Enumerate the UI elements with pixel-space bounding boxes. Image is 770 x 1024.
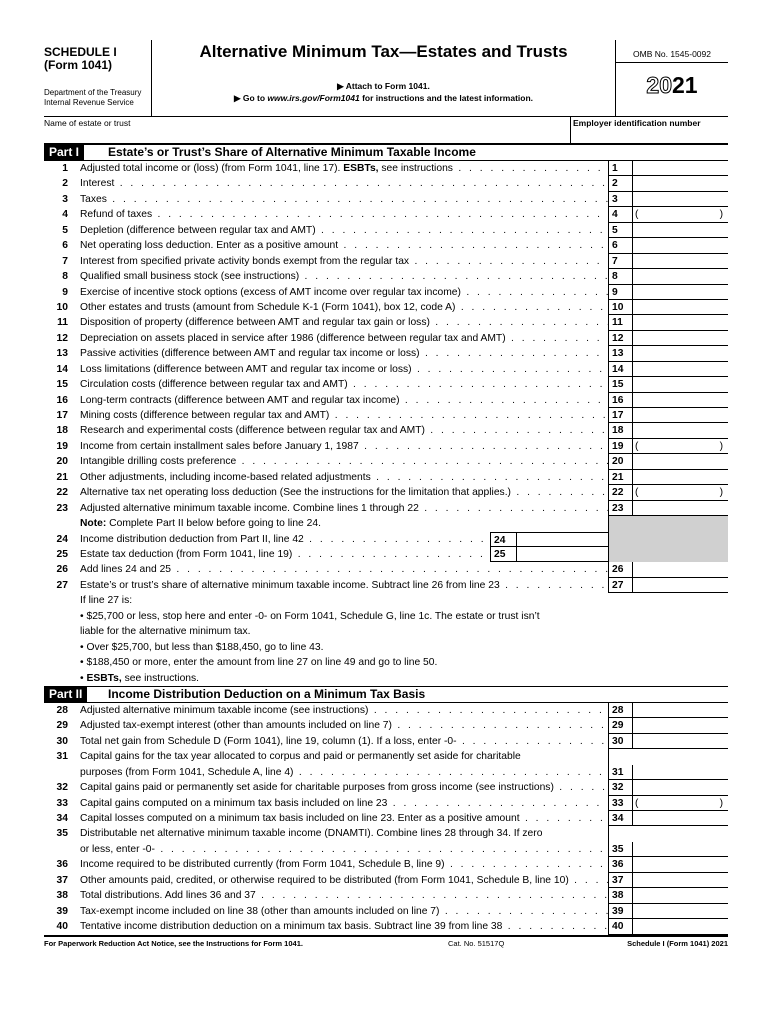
line-number: 32 [56, 782, 68, 794]
line-5 [44, 223, 728, 238]
department-name: Department of the Treasury [44, 88, 142, 97]
line-label: Capital gains paid or permanently set aside for charitable purposes from gross income (see instructions) . . . [80, 780, 608, 795]
line-label: Refund of taxes . . . [80, 207, 608, 222]
line-19-amount[interactable] [632, 439, 728, 454]
line-box-number: 21 [608, 470, 632, 485]
line-box-number: 19 [608, 439, 632, 454]
line-32-amount[interactable] [632, 780, 728, 795]
line-34-amount[interactable] [632, 811, 728, 826]
line-11-amount[interactable] [632, 315, 728, 330]
line-8-amount[interactable] [632, 269, 728, 284]
line-label: Loss limitations (difference between AMT and regular tax income or loss) . . . [80, 362, 608, 377]
line-label: Adjusted total income or (loss) (from Form 1041, line 17). ESBTs, see instructions . . . [80, 161, 608, 176]
line-3 [44, 192, 728, 207]
line-label: Capital gains computed on a minimum tax basis included on line 23 . . . [80, 796, 608, 811]
line-29 [44, 718, 728, 733]
line-37 [44, 873, 728, 888]
line-35: or less, enter -0- . . . 35 [44, 842, 728, 857]
line-10 [44, 300, 728, 315]
line-31a: 31 Capital gains for the tax year allocated to corpus and paid or permanently set aside for charitable [44, 749, 728, 764]
form-title: Alternative Minimum Tax—Estates and Trusts [199, 42, 568, 61]
line-19 [44, 439, 728, 454]
line-12 [44, 331, 728, 346]
line-13-amount[interactable] [632, 346, 728, 361]
form-footer [44, 935, 728, 951]
note-line: Note: Complete Part II below before going to line 24. [44, 516, 728, 531]
line-box-number: 28 [608, 703, 632, 718]
line-label: Mining costs (difference between regular tax and AMT) . . . [80, 408, 608, 423]
line-box-number: 40 [608, 919, 632, 934]
line-number: 40 [56, 921, 68, 933]
line-1 [44, 161, 728, 176]
part2-title: Income Distribution Deduction on a Minimum Tax Basis [108, 686, 426, 701]
line-7-amount[interactable] [632, 254, 728, 269]
line-number: 23 [56, 502, 68, 514]
line-number: 30 [56, 735, 68, 747]
part1-header [44, 145, 728, 161]
line-box-number: 16 [608, 393, 632, 408]
attach-instruction: ▶ Attach to Form 1041. [337, 81, 430, 91]
line-label: Tax-exempt income included on line 38 (other than amounts included on line 7) . . . [80, 904, 608, 919]
line-number: 29 [56, 720, 68, 732]
line-16 [44, 393, 728, 408]
line-label: Other estates and trusts (amount from Schedule K-1 (Form 1041), box 12, code A) . . . [80, 300, 608, 315]
line-28-amount[interactable] [632, 703, 728, 718]
line-25: 25 Estate tax deduction (from Form 1041, line 19) . . . 25 [44, 547, 728, 562]
line-label: Taxes . . . [80, 192, 608, 207]
line-box-number: 34 [608, 811, 632, 826]
line-5-amount[interactable] [632, 223, 728, 238]
line-38 [44, 888, 728, 903]
line-number: 5 [62, 224, 68, 236]
line-40-amount[interactable] [632, 919, 728, 934]
line-23 [44, 501, 728, 516]
line-label: Circulation costs (difference between regular tax and AMT) . . . [80, 377, 608, 392]
line-number: 15 [56, 379, 68, 391]
line-13 [44, 346, 728, 361]
line-label: Other adjustments, including income-based related adjustments . . . [80, 470, 608, 485]
line-9-amount[interactable] [632, 285, 728, 300]
form-page [44, 40, 728, 948]
line-26: 26 Add lines 24 and 25 . . . 26 [44, 562, 728, 577]
line-number: 28 [56, 704, 68, 716]
line-box-number: 14 [608, 362, 632, 377]
line-4 [44, 207, 728, 222]
line-6 [44, 238, 728, 253]
line-number: 20 [56, 456, 68, 468]
line-label: Income from certain installment sales before January 1, 1987 . . . [80, 439, 608, 454]
line-number: 2 [62, 178, 68, 190]
line-label: Qualified small business stock (see instructions) . . . [80, 269, 608, 284]
line-29-amount[interactable] [632, 718, 728, 733]
line-23-amount[interactable] [632, 501, 728, 516]
line-14-amount[interactable] [632, 362, 728, 377]
part1-tag: Part I [44, 145, 84, 160]
line-2-amount[interactable] [632, 176, 728, 191]
line-30 [44, 734, 728, 749]
goto-instruction: ▶ Go to www.irs.gov/Form1041 for instructions and the latest information. [233, 93, 534, 103]
line-17 [44, 408, 728, 423]
line-label: Research and experimental costs (difference between regular tax and AMT) . . . [80, 423, 608, 438]
line-7 [44, 254, 728, 269]
line-36 [44, 857, 728, 872]
line-20 [44, 454, 728, 469]
line-26-amount[interactable] [632, 562, 728, 577]
line-box-number: 30 [608, 734, 632, 749]
line-box-number: 39 [608, 904, 632, 919]
line-box-number: 38 [608, 888, 632, 903]
line-2 [44, 176, 728, 191]
part2-lines-c [44, 857, 728, 934]
line-box-number: 9 [608, 285, 632, 300]
catalog-number: Cat. No. 51517Q [448, 938, 505, 948]
line-label: Tentative income distribution deduction on a minimum tax basis. Subtract line 39 from line 38 . . . [80, 919, 608, 934]
line-number: 37 [56, 874, 68, 886]
omb-block [615, 40, 728, 116]
omb-number: OMB No. 1545-0092 [633, 49, 711, 59]
form-header [44, 40, 728, 117]
line-4-amount[interactable] [632, 207, 728, 222]
line-28 [44, 703, 728, 718]
line-box-number: 8 [608, 269, 632, 284]
line-15 [44, 377, 728, 392]
line-16-amount[interactable] [632, 393, 728, 408]
line-label: Alternative tax net operating loss deduction (See the instructions for the limitation that applies.) . . . [80, 485, 608, 500]
line-number: 1 [62, 163, 68, 174]
line-box-number: 5 [608, 223, 632, 238]
line-number: 11 [57, 317, 68, 329]
open-paren: ( [635, 440, 639, 452]
estate-name-field[interactable]: Name of estate or trust [44, 118, 131, 128]
line-label: Total distributions. Add lines 36 and 37 . . . [80, 888, 608, 903]
line-8 [44, 269, 728, 284]
line-18-amount[interactable] [632, 423, 728, 438]
line-box-number: 29 [608, 718, 632, 733]
line-label: Capital losses computed on a minimum tax basis included on line 23. Enter as a positive amount . . . [80, 811, 608, 826]
line-number: 36 [56, 859, 68, 871]
line-label: Interest from specified private activity bonds exempt from the regular tax . . . [80, 254, 608, 269]
line-box-number: 10 [608, 300, 632, 315]
line-box-number: 32 [608, 780, 632, 795]
line-number: 21 [56, 471, 68, 483]
line-11 [44, 315, 728, 330]
line-33 [44, 796, 728, 811]
line-32 [44, 780, 728, 795]
line-number: 10 [56, 301, 68, 313]
line-14 [44, 362, 728, 377]
line-39-amount[interactable] [632, 904, 728, 919]
line-box-number: 4 [608, 207, 632, 222]
line-1-amount[interactable] [632, 161, 728, 176]
tax-year: 2021 [646, 72, 698, 98]
line-box-number: 11 [608, 315, 632, 330]
line-number: 34 [56, 813, 68, 825]
part2-header [44, 686, 728, 703]
line-label: Other amounts paid, credited, or otherwise required to be distributed (from Form 1041, Schedule B, line 10) . . . [80, 873, 608, 888]
line-label: Adjusted tax-exempt interest (other than amounts included on line 7) . . . [80, 718, 608, 733]
part1-lines [44, 161, 728, 516]
line-label: Exercise of incentive stock options (excess of AMT income over regular tax income) . . . [80, 285, 608, 300]
name-ein-row [44, 117, 728, 145]
ein-field[interactable] [570, 117, 728, 143]
line-37-amount[interactable] [632, 873, 728, 888]
close-paren: ) [719, 209, 723, 221]
schedule-name: SCHEDULE I [44, 45, 117, 59]
line-number: 16 [56, 394, 68, 406]
line-number: 39 [56, 905, 68, 917]
line-number: 13 [56, 348, 68, 360]
line-box-number: 6 [608, 238, 632, 253]
footer-form-id: Schedule I (Form 1041) 2021 [627, 938, 728, 948]
form-id-block [44, 40, 152, 116]
line-25-amount[interactable] [516, 547, 608, 562]
line-22-amount[interactable] [632, 485, 728, 500]
line-number: 12 [56, 332, 68, 344]
line-38-amount[interactable] [632, 888, 728, 903]
open-paren: ( [635, 209, 639, 221]
line-number: 8 [62, 271, 68, 283]
line-30-amount[interactable] [632, 734, 728, 749]
agency-name: Internal Revenue Service [44, 98, 134, 107]
form-number: (Form 1041) [44, 58, 113, 72]
line-label: Depreciation on assets placed in service after 1986 (difference between regular tax and AMT) . . . [80, 331, 608, 346]
open-paren: ( [635, 487, 639, 499]
line-21 [44, 470, 728, 485]
line-label: Disposition of property (difference between AMT and regular tax gain or loss) . . . [80, 315, 608, 330]
line-box-number: 20 [608, 454, 632, 469]
line-box-number: 13 [608, 346, 632, 361]
line-number: 9 [62, 286, 68, 298]
line-number: 38 [56, 890, 68, 902]
line-12-amount[interactable] [632, 331, 728, 346]
line-box-number: 17 [608, 408, 632, 423]
line-box-number: 37 [608, 873, 632, 888]
line-31: purposes (from Form 1041, Schedule A, line 4) . . . 31 [44, 765, 728, 780]
irs-link[interactable]: www.irs.gov/Form1041 [267, 93, 360, 103]
line-label: Interest . . . [80, 176, 608, 191]
line-31-amount[interactable] [632, 765, 728, 780]
line-20-amount[interactable] [632, 454, 728, 469]
line-number: 14 [56, 363, 68, 375]
line-label: Total net gain from Schedule D (Form 1041), line 19, column (1). If a loss, enter -0- . . . [80, 734, 608, 749]
line-18 [44, 423, 728, 438]
line-number: 22 [56, 487, 68, 499]
line-24: 24 Income distribution deduction from Part II, line 42 . . . 24 [44, 532, 728, 547]
line-22 [44, 485, 728, 500]
line-number: 18 [56, 425, 68, 437]
line-34 [44, 811, 728, 826]
close-paren: ) [719, 440, 723, 452]
line-10-amount[interactable] [632, 300, 728, 315]
line-24-amount[interactable] [516, 532, 608, 547]
paperwork-notice: For Paperwork Reduction Act Notice, see the Instructions for Form 1041. [44, 938, 303, 948]
line-number: 7 [62, 255, 68, 267]
line-box-number: 23 [608, 501, 632, 516]
line-number: 6 [62, 240, 68, 252]
line-label: Adjusted alternative minimum taxable income. Combine lines 1 through 22 . . . [80, 501, 608, 516]
line-number: 17 [56, 410, 68, 421]
line-label: Depletion (difference between regular tax and AMT) . . . [80, 223, 608, 238]
line-36-amount[interactable] [632, 857, 728, 872]
line-label: Net operating loss deduction. Enter as a positive amount . . . [80, 238, 608, 253]
line-label: Long-term contracts (difference between AMT and regular tax income) . . . [80, 393, 608, 408]
line-number: 3 [62, 193, 68, 205]
part2-tag: Part II [44, 687, 87, 702]
line-number: 19 [56, 440, 68, 452]
part2-lines-b [44, 780, 728, 826]
line-15-amount[interactable] [632, 377, 728, 392]
line-39 [44, 904, 728, 919]
line-27: 27 Estate’s or trust’s share of alternative minimum taxable income. Subtract line 26 from line 23 . . . 27 [44, 578, 728, 593]
line-box-number: 2 [608, 176, 632, 191]
line-label: Intangible drilling costs preference . . . [80, 454, 608, 469]
line-label: Adjusted alternative minimum taxable income (see instructions) . . . [80, 703, 608, 718]
close-paren: ) [719, 487, 723, 499]
line-label: Income required to be distributed currently (from Form 1041, Schedule B, line 9) . . . [80, 857, 608, 872]
line-box-number: 7 [608, 254, 632, 269]
line-17-amount[interactable] [632, 408, 728, 423]
line-box-number: 22 [608, 485, 632, 500]
line-box-number: 18 [608, 423, 632, 438]
line-box-number: 12 [608, 331, 632, 346]
line-3-amount[interactable] [632, 192, 728, 207]
line-27-amount[interactable] [632, 578, 728, 593]
part1-title: Estate’s or Trust’s Share of Alternative Minimum Taxable Income [108, 145, 476, 159]
ein-label: Employer identification number [573, 118, 701, 128]
open-paren: ( [635, 797, 639, 809]
line-label: Passive activities (difference between AMT and regular tax income or loss) . . . [80, 346, 608, 361]
line-6-amount[interactable] [632, 238, 728, 253]
line-33-amount[interactable] [632, 796, 728, 811]
line-40 [44, 919, 728, 934]
line-box-number: 1 [608, 161, 632, 176]
line-box-number: 36 [608, 857, 632, 872]
line-9 [44, 285, 728, 300]
line-21-amount[interactable] [632, 470, 728, 485]
close-paren: ) [719, 797, 723, 809]
line-box-number: 33 [608, 796, 632, 811]
line-number: 4 [62, 209, 68, 221]
line-27-instructions: If line 27 is: • $25,700 or less, stop here and enter -0- on Form 1041, Schedule G, line 1c. The estate or trust isn’t liable for the alternative minimum tax. • Over $25,700, but less than $188,450, go to line 43. • $188,450 or more, enter the amount from line 27 on line 49 and go to line 50. • ESBTs, see instructions. [80, 595, 540, 684]
line-35-amount[interactable] [632, 842, 728, 857]
line-35a: 35 Distributable net alternative minimum taxable income (DNAMTI). Combine lines 28 through 34. If zero [44, 826, 728, 841]
line-number: 33 [56, 797, 68, 809]
line-box-number: 3 [608, 192, 632, 207]
line-box-number: 15 [608, 377, 632, 392]
part2-lines-a [44, 703, 728, 749]
